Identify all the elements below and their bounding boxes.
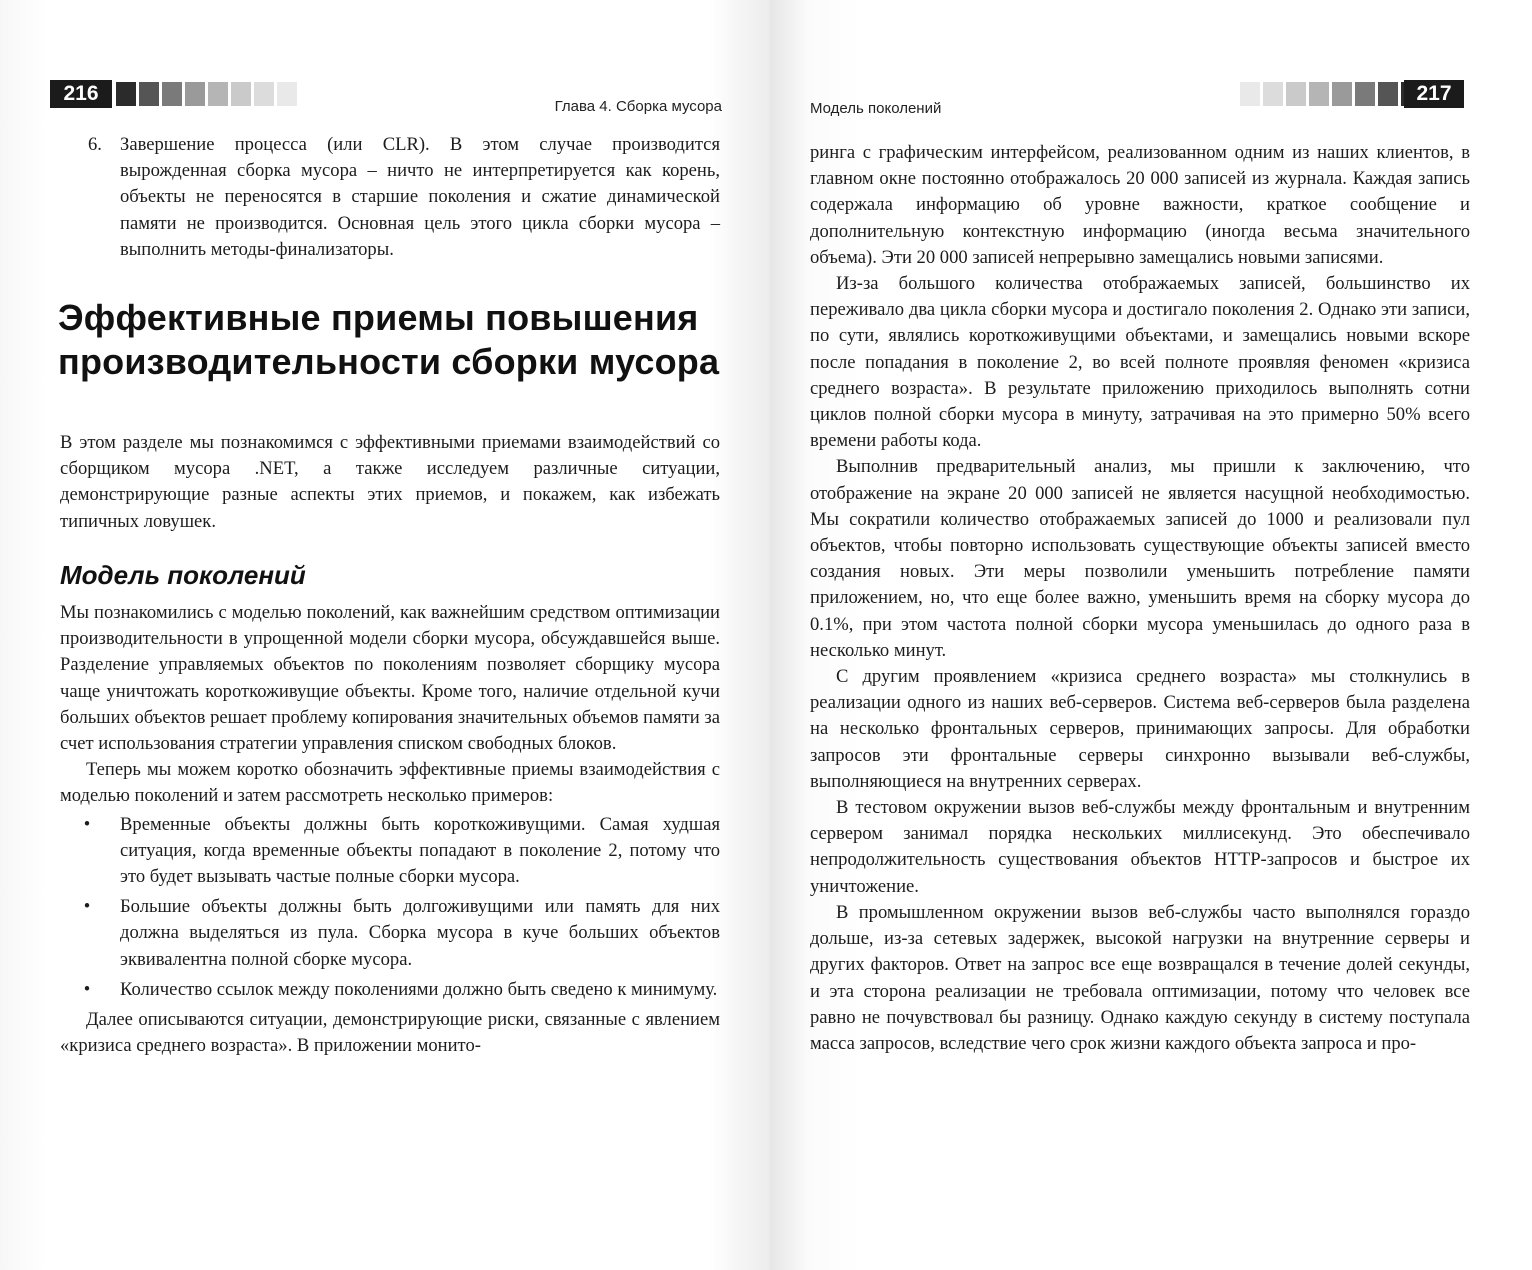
page-number: 216 (50, 80, 112, 108)
item-number: 6. (88, 134, 102, 155)
header-block (139, 82, 159, 106)
bullet-text: Временные объекты должны быть короткоживущими. Самая худшая ситуация, когда временные объекты попадают в поколение 2, потому что это будет вызывать частые полные сборки мусора. (120, 813, 720, 888)
paragraph: Из-за большого количества отображаемых записей, большинство их переживало два цикла сборки мусора и достигало поколения 2. Однако эти записи, по сути, являлись короткоживущими объектами, и замещались новыми вскоре после попадания в поколение 2, во всей полноте проявляя феномен «кризиса среднего возраста». В результате приложению приходилось выполнять сотни циклов полной сборки мусора в минуту, затрачивая на это примерно 50% всего времени работы кода. (810, 273, 1470, 452)
bullet-item (60, 977, 720, 1003)
header-block (208, 82, 228, 106)
bullet-text: Количество ссылок между поколениями должно быть сведено к минимуму. (120, 978, 718, 1000)
header-block (277, 82, 297, 106)
running-title: Глава 4. Сборка мусора (554, 98, 722, 115)
header-block (162, 82, 182, 106)
header-gradient-blocks (116, 82, 297, 106)
header-block (1309, 82, 1329, 106)
paragraph: Выполнив предварительный анализ, мы пришли к заключению, что отображение на экране 20 000 записей не является насущной необходимостью. Мы сократили количество отображаемых записей до 1000 и реализовали пул объектов, чтобы повторно использовать существующие объекты записей вместо создания новых. Эти меры позволили уменьшить потребление памяти приложением, но, что еще более важно, уменьшить время на сборку мусора до 0.1%, при этом частота полной сборки мусора уменьшилась до одного раза в несколько минут. (810, 456, 1470, 661)
bullet-item (60, 894, 720, 973)
paragraph: Далее описываются ситуации, демонстрирующие риски, связанные с явлением «кризиса среднего возраста». В приложении монито- (60, 1009, 720, 1057)
paragraph: В промышленном окружении вызов веб-службы часто выполнялся гораздо дольше, из-за сетевых задержек, высокой нагрузки на внутренние серверы и других факторов. Ответ на запрос все еще возвращался в течение долей секунды, и эта сторона реализации не требовала оптимизации, потому что человек все равно не почувствовал бы разницу. Однако каждую секунду в систему поступала масса запросов, вследствие чего срок жизни каждого объекта запроса и про- (810, 901, 1470, 1054)
bullet-symbol: • (83, 978, 91, 1000)
paragraph: С другим проявлением «кризиса среднего возраста» мы столкнулись в реализации одного из наших веб-серверов. Система веб-серверов была разделена на несколько фронтальных серверов, принимающих запросы. Для обработки запросов эти фронтальные серверы синхронно вызывали веб-службы, выполняющиеся на внутренних серверах. (810, 666, 1470, 792)
paragraph: Мы познакомились с моделью поколений, как важнейшим средством оптимизации производительности в упрощенной модели сборки мусора, обсуждавшейся выше. Разделение управляемых объектов по поколениям позволяет сборщику мусора чаще уничтожать короткоживущие объекты. Кроме того, наличие отдельной кучи больших объектов решает проблему копирования значительных объемов памяти за счет использования стратегии управления списком свободных блоков. (60, 602, 720, 755)
header-block (1240, 82, 1260, 106)
item-text: Завершение процесса (или CLR). В этом случае производится вырожденная сборка мусора – ничто не интерпретируется как корень, объекты не переносятся в старшие поколения и сжатие динамической памяти не производится. Основная цель этого цикла сборки мусора – выполнить методы-финализаторы. (120, 134, 720, 260)
header-block (1378, 82, 1398, 106)
intro-paragraph (60, 430, 720, 535)
paragraph: ринга с графическим интерфейсом, реализованном одним из наших клиентов, в главном окне постоянно отображалось 20 000 записей из журнала. Каждая запись содержала информацию об уровне важности, краткое сообщение и дополнительную контекстную информацию (иногда весьма значительного объема). Эти 20 000 записей непрерывно замещались новыми записями. (810, 142, 1470, 268)
paragraph: В тестовом окружении вызов веб-службы между фронтальным и внутренним сервером занимал порядка нескольких миллисекунд. Это обеспечивало непродолжительность существования объектов HTTP-запросов и быстрое их уничтожение. (810, 797, 1470, 897)
header-block (185, 82, 205, 106)
bullet-symbol: • (83, 813, 91, 835)
section-heading: Эффективные приемы повышения производительности сборки мусора (58, 297, 720, 382)
left-body (60, 600, 720, 1059)
right-body (810, 140, 1470, 1057)
header-gradient-blocks (1240, 82, 1421, 106)
bullet-item (60, 812, 720, 891)
page-number: 217 (1404, 80, 1464, 108)
subsection-heading: Модель поколений (60, 560, 306, 590)
header-block (1332, 82, 1352, 106)
bullet-list (60, 812, 720, 1003)
header-block (1263, 82, 1283, 106)
header-block (254, 82, 274, 106)
numbered-item (60, 132, 720, 263)
header-block (1286, 82, 1306, 106)
header-block (116, 82, 136, 106)
bullet-symbol: • (83, 896, 91, 918)
running-title: Модель поколений (810, 100, 942, 117)
header-block (1355, 82, 1375, 106)
header-block (231, 82, 251, 106)
right-page (770, 0, 1532, 1270)
intro-text: В этом разделе мы познакомимся с эффективными приемами взаимодействий со сборщиком мусора .NET, а также исследуем различные ситуации, демонстрирующие разные аспекты этих приемов, и покажем, как избежать типичных ловушек. (60, 432, 720, 532)
paragraph: Теперь мы можем коротко обозначить эффективные приемы взаимодействия с моделью поколений и затем рассмотреть несколько примеров: (60, 759, 720, 807)
bullet-text: Большие объекты должны быть долгоживущими или память для них должна выделяться из пула. Сборка мусора в куче больших объектов эквивалентна полной сборке мусора. (120, 896, 720, 970)
